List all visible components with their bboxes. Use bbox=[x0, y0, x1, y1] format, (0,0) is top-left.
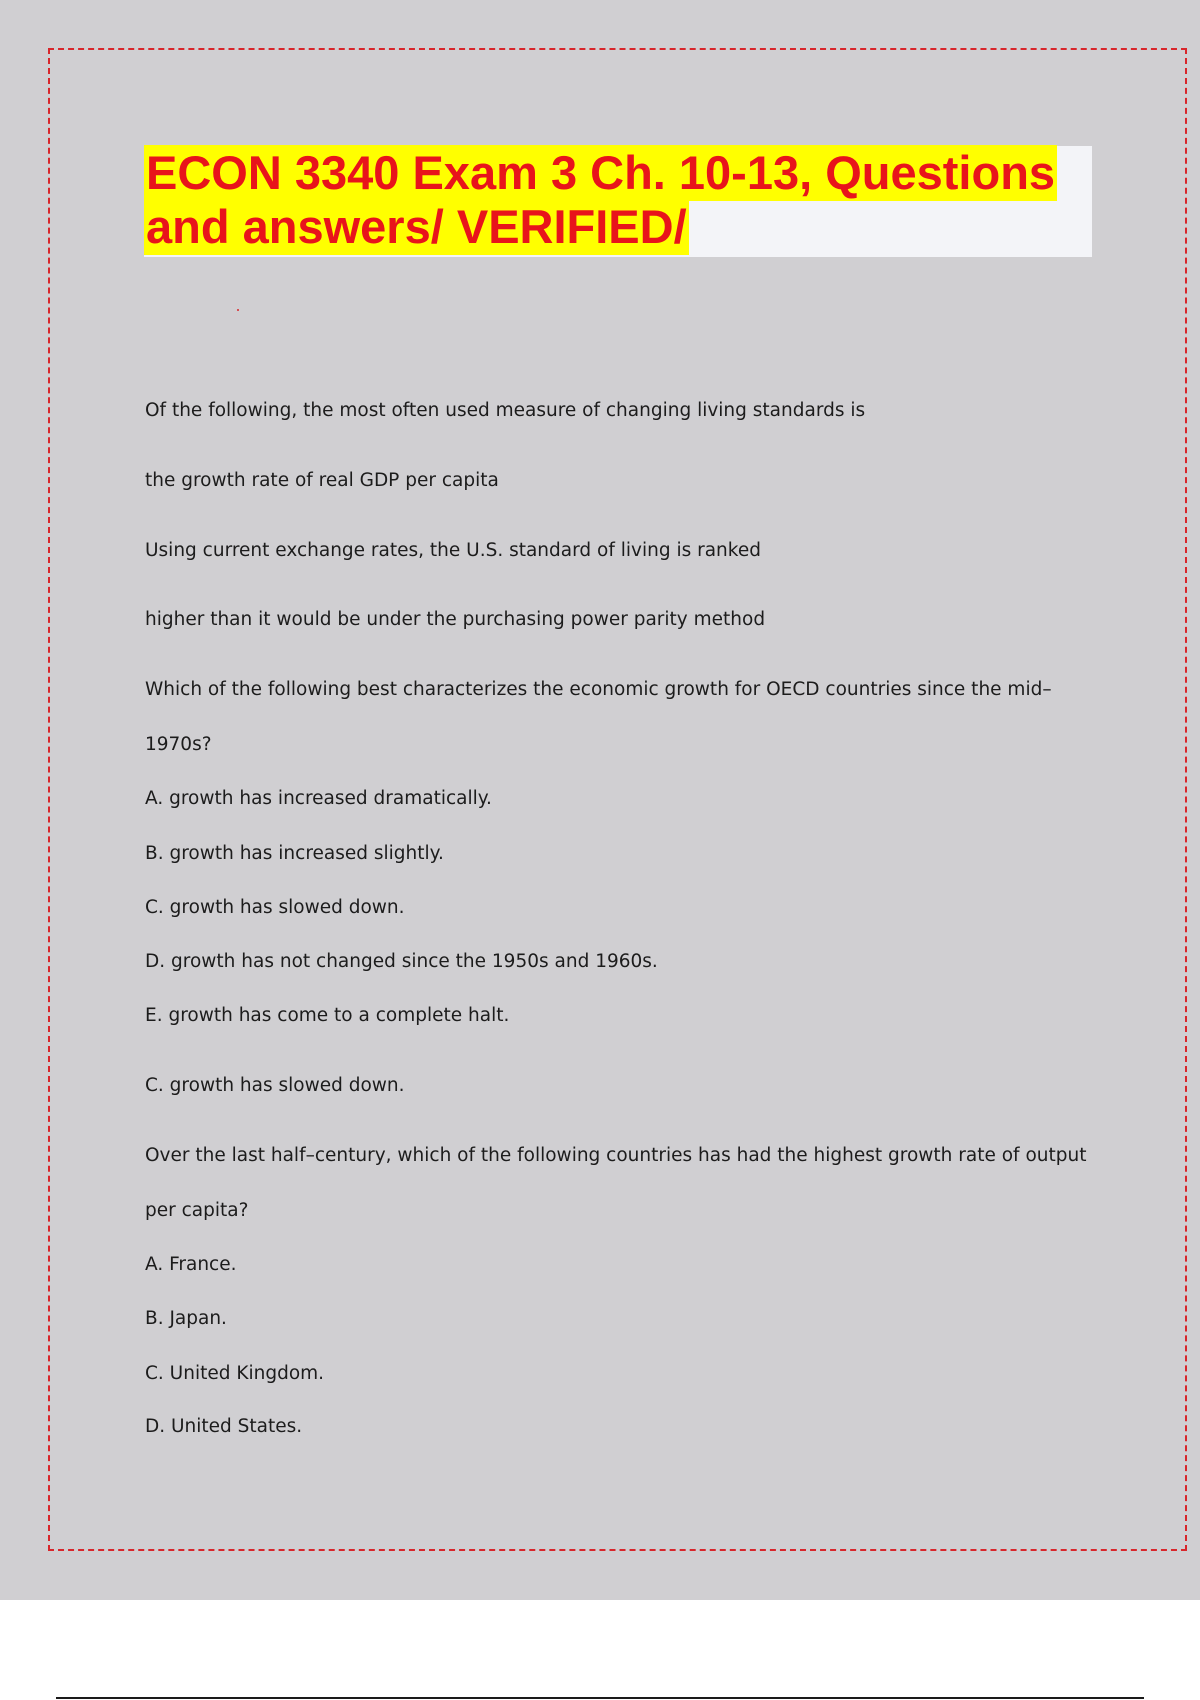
question-3-option-d: D. growth has not changed since the 1950s and 1960s. bbox=[145, 951, 658, 972]
question-3-option-b: B. growth has increased slightly. bbox=[145, 843, 444, 864]
title-line-1: ECON 3340 Exam 3 Ch. 10-13, Questions bbox=[146, 146, 1056, 199]
title-line-2: and answers/ VERIFIED/ bbox=[146, 200, 687, 253]
document-title bbox=[144, 146, 1092, 254]
footer-rule bbox=[56, 1697, 1144, 1699]
question-3-option-a: A. growth has increased dramatically. bbox=[145, 788, 492, 809]
question-4-option-d: D. United States. bbox=[145, 1416, 303, 1437]
answer-3-text: C. growth has slowed down. bbox=[145, 1075, 405, 1096]
question-1-text: Of the following, the most often used measure of changing living standards is bbox=[145, 400, 866, 421]
question-3-option-c: C. growth has slowed down. bbox=[145, 897, 405, 918]
question-4-option-a: A. France. bbox=[145, 1254, 237, 1275]
question-4-option-c: C. United Kingdom. bbox=[145, 1363, 325, 1384]
question-3-option-e: E. growth has come to a complete halt. bbox=[145, 1005, 510, 1026]
question-2-text: Using current exchange rates, the U.S. standard of living is ranked bbox=[145, 540, 761, 561]
question-3-text-line-2: 1970s? bbox=[145, 734, 212, 755]
stray-dot bbox=[237, 309, 239, 311]
title-block bbox=[144, 146, 1092, 257]
question-3-text-line-1: Which of the following best characterizes the economic growth for OECD countries since the mid– bbox=[145, 679, 1052, 700]
answer-2-text: higher than it would be under the purchasing power parity method bbox=[145, 609, 766, 630]
question-4-text-line-1: Over the last half–century, which of the following countries has had the highest growth rate of output bbox=[145, 1145, 1087, 1166]
question-4-text-line-2: per capita? bbox=[145, 1200, 249, 1221]
question-4-option-b: B. Japan. bbox=[145, 1308, 227, 1329]
answer-1-text: the growth rate of real GDP per capita bbox=[145, 470, 499, 491]
